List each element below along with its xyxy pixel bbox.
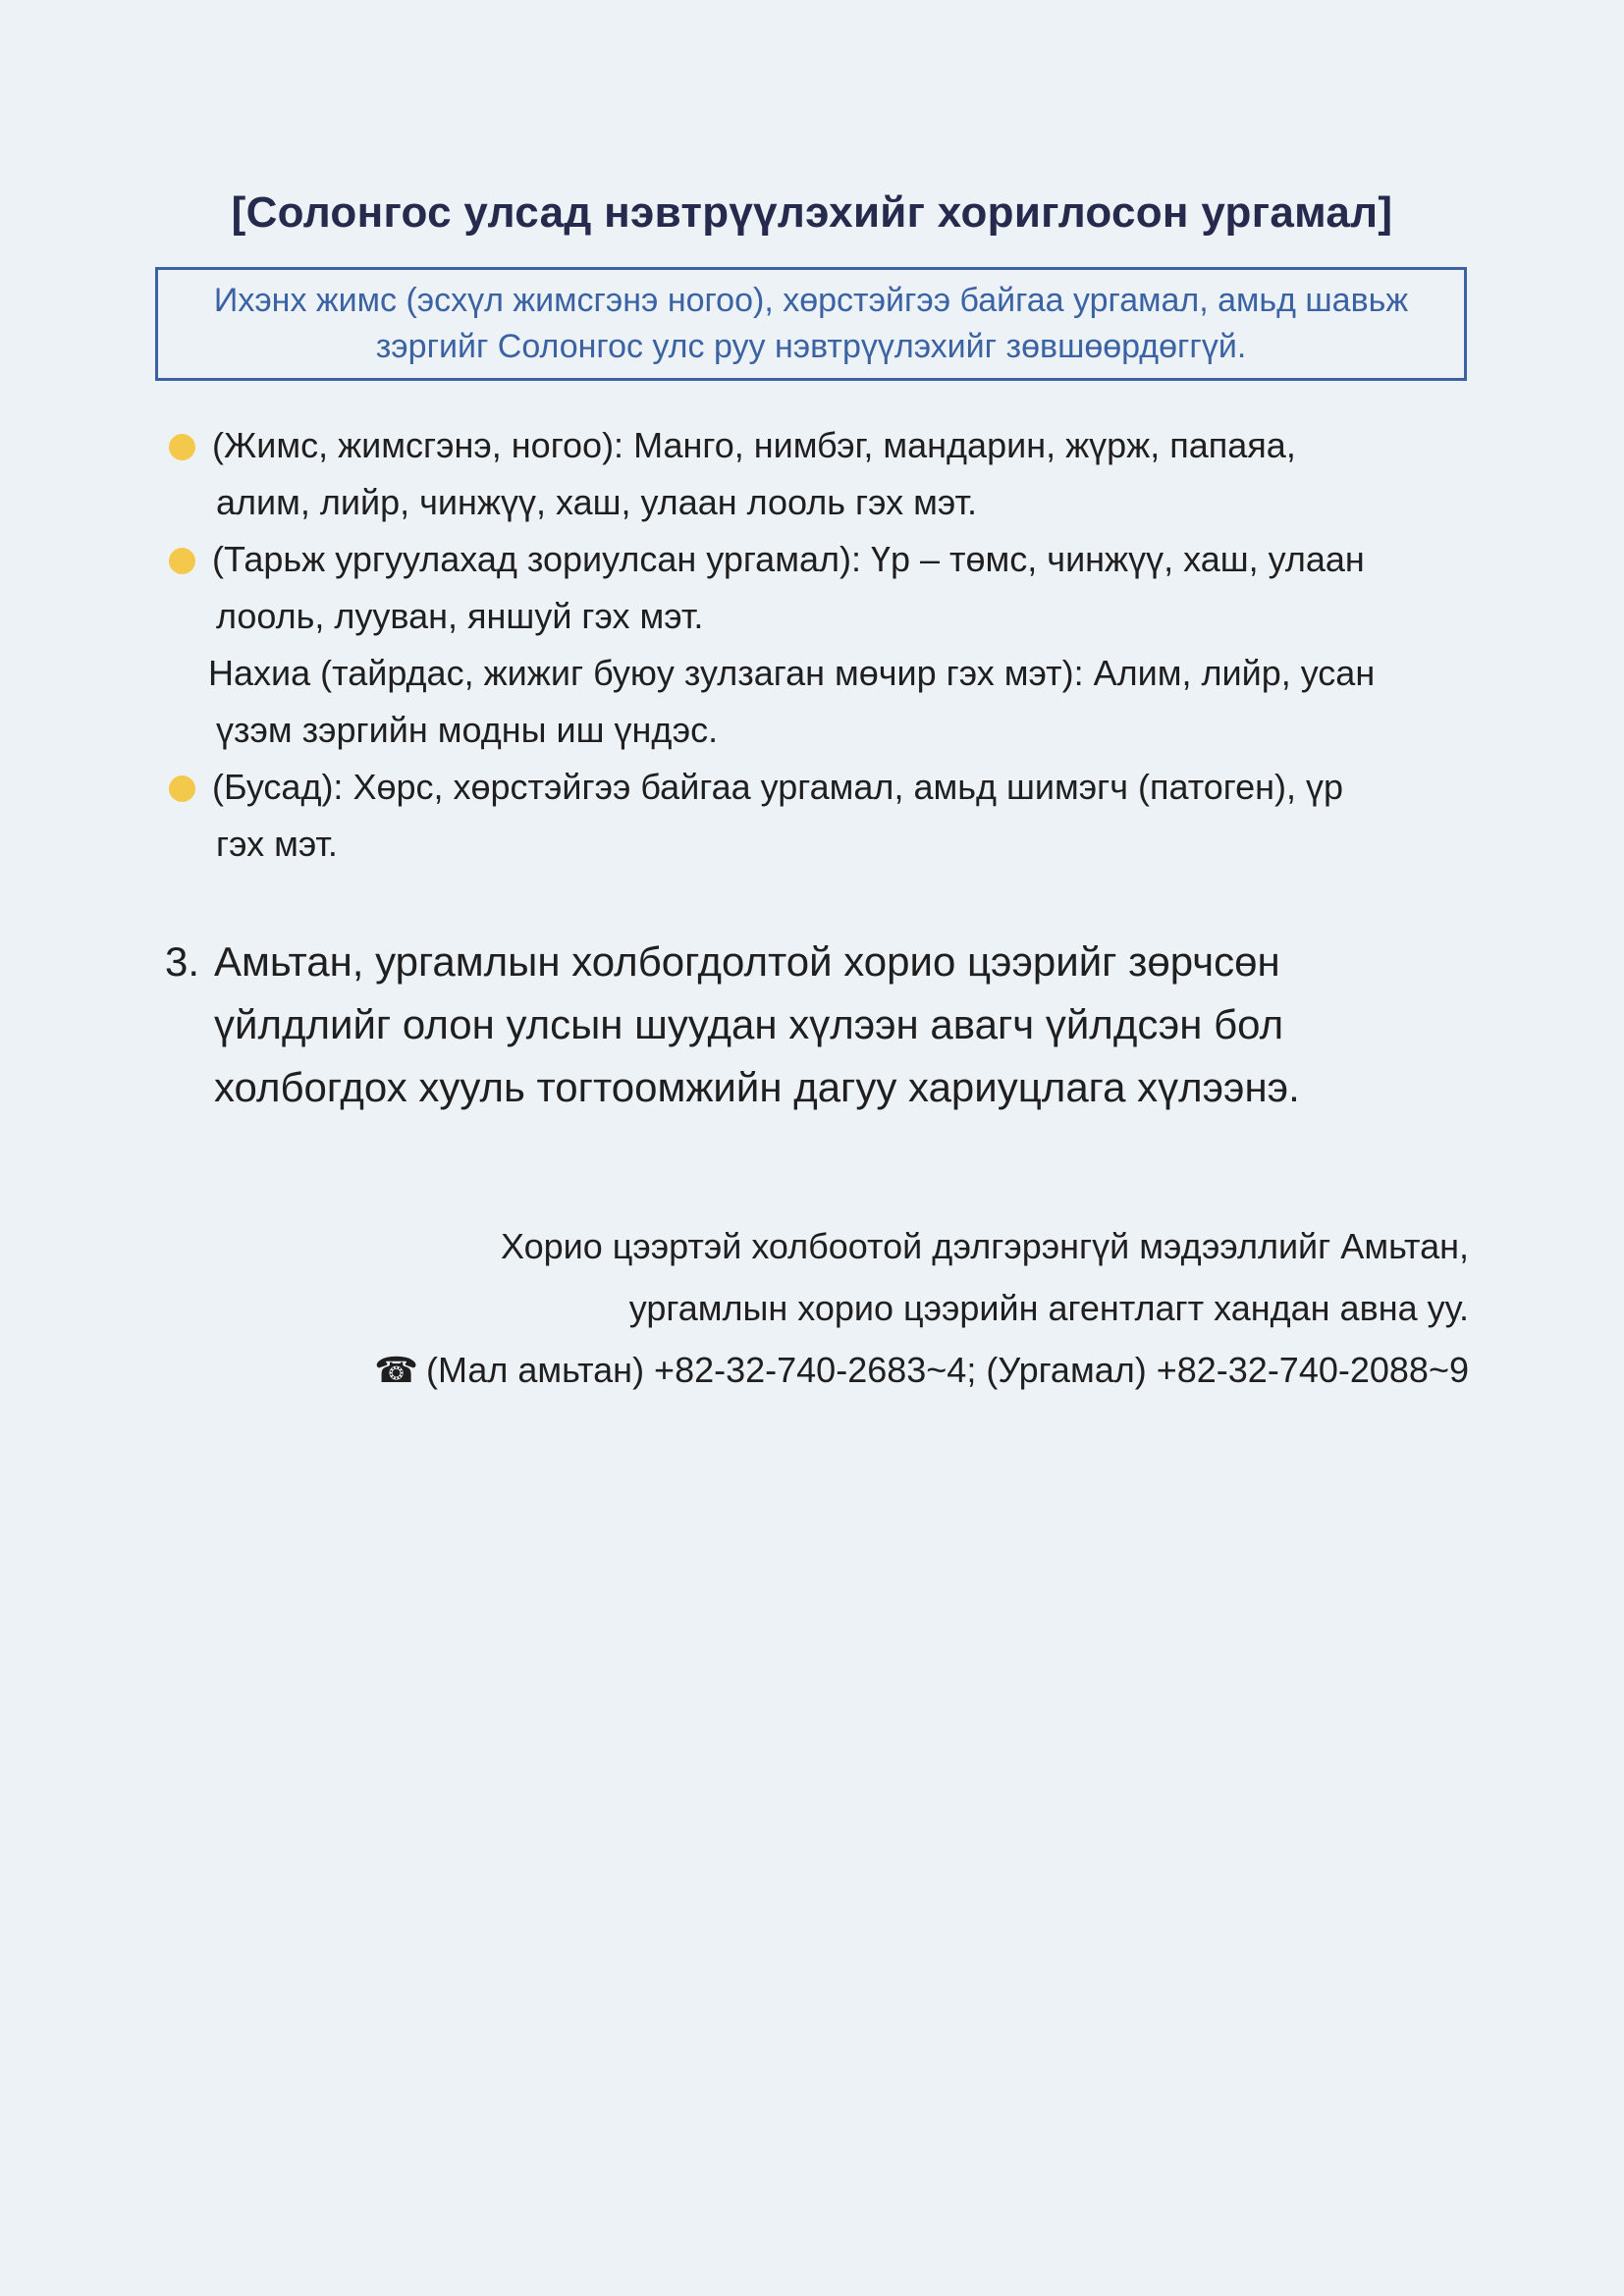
section-text: Амьтан, ургамлын холбогдолтой хорио цээрийг зөрчсөн <box>214 938 1280 985</box>
contact-text: Хорио цээртэй холбоотой дэлгэрэнгүй мэдээллийг Амьтан, <box>500 1226 1469 1266</box>
section-text: холбогдох хууль тогтоомжийн дагуу хариуцлага хүлээнэ. <box>214 1064 1300 1110</box>
list-item-text: лооль, лууван, яншуй гэх мэт. <box>216 596 704 636</box>
notice-box <box>155 267 1467 381</box>
page-title: [Солонгос улсад нэвтрүүлэхийг хориглосон ургамал] <box>231 188 1393 237</box>
contact-phones <box>374 1339 1469 1401</box>
section-number: 3. <box>165 938 200 985</box>
list-item-text: (Жимс, жимсгэнэ, ногоо): Манго, нимбэг, мандарин, жүрж, папаяа, <box>212 425 1296 465</box>
contact-info <box>374 1215 1469 1401</box>
list-item-text: (Тарьж ургуулахад зориулсан ургамал): Үр – төмс, чинжүү, хаш, улаан <box>212 539 1365 579</box>
list-item-text: гэх мэт. <box>216 824 338 864</box>
section-text: үйлдлийг олон улсын шуудан хүлээн авагч үйлдсэн бол <box>214 1001 1284 1047</box>
bullet-dot-icon <box>169 775 195 802</box>
notice-line: зэргийг Солонгос улс руу нэвтрүүлэхийг зөвшөөрдөггүй. <box>375 328 1247 365</box>
list-item <box>165 417 1481 531</box>
notice-line: Ихэнх жимс (эсхүл жимсгэнэ ногоо), хөрстэйгээ байгаа ургамал, амьд шавьж <box>213 282 1409 319</box>
contact-text: ургамлын хорио цээрийн агентлагт хандан авна уу. <box>628 1288 1469 1328</box>
list-item-subtext: үзэм зэргийн модны иш үндэс. <box>216 710 719 750</box>
bullet-dot-icon <box>169 548 195 574</box>
list-item-subtext: Нахиа (тайрдас, жижиг буюу зулзаган мөчир гэх мэт): Алим, лийр, усан <box>208 653 1376 693</box>
section-3 <box>165 931 1481 1119</box>
prohibited-items-list <box>165 417 1481 873</box>
list-item-text: алим, лийр, чинжүү, хаш, улаан лооль гэх мэт. <box>216 482 977 522</box>
list-item <box>165 531 1481 759</box>
phone-numbers: (Мал амьтан) +82-32-740-2683~4; (Ургамал) +82-32-740-2088~9 <box>425 1350 1469 1390</box>
list-item-text: (Бусад): Хөрс, хөрстэйгээ байгаа ургамал, амьд шимэгч (патоген), үр <box>212 767 1344 807</box>
bullet-dot-icon <box>169 434 195 460</box>
phone-icon: ☎ <box>374 1350 418 1390</box>
list-item <box>165 759 1481 873</box>
